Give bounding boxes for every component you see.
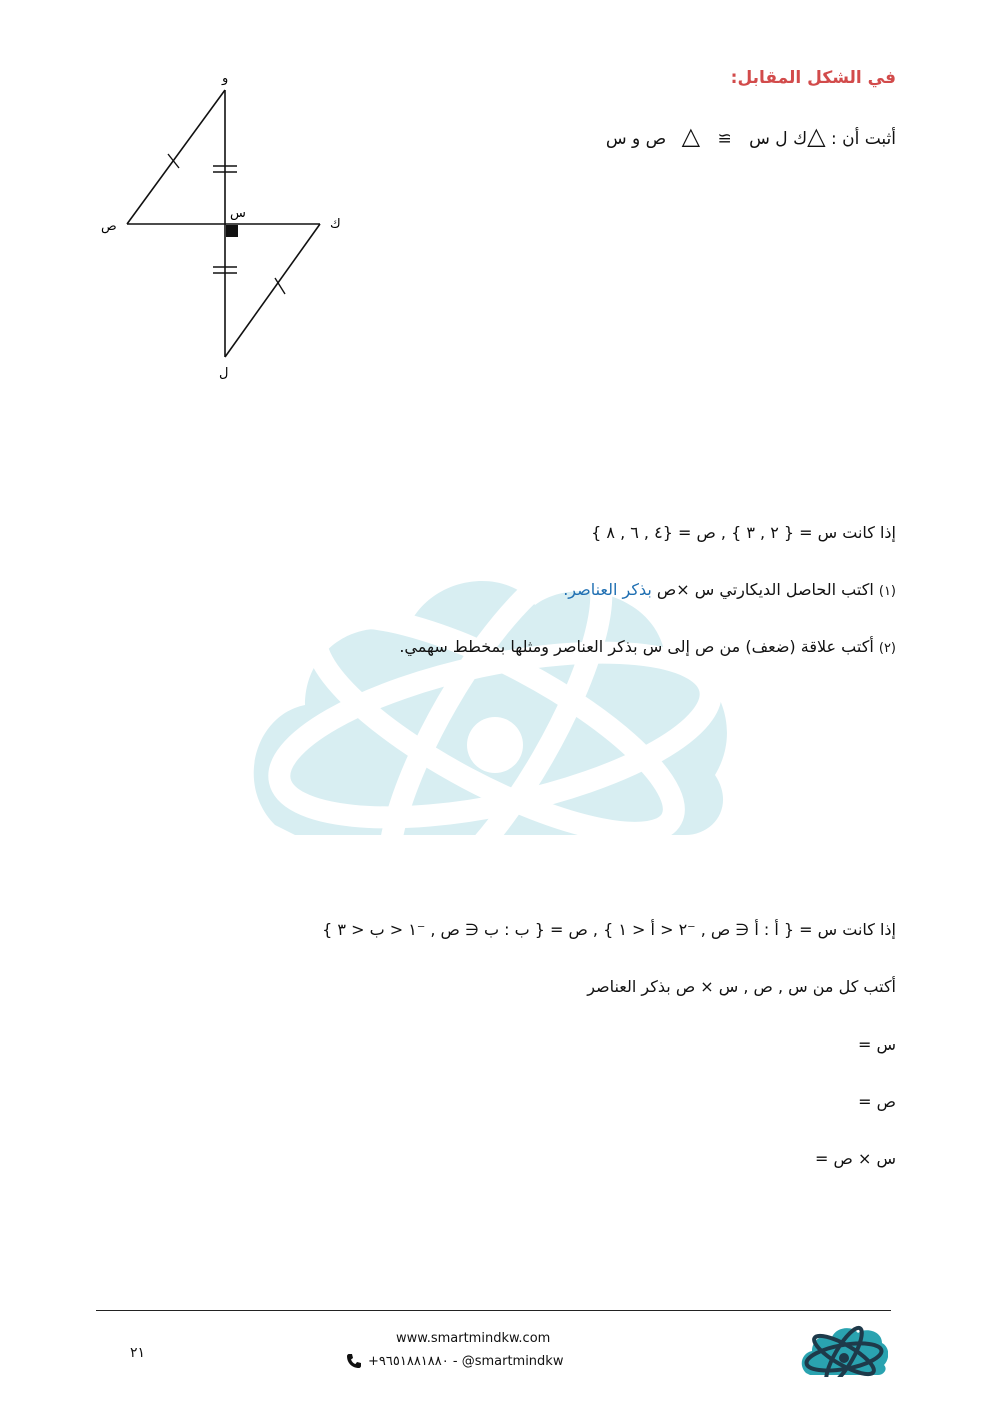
footer-divider [96,1310,891,1311]
q3-answer-product: س × ص = [815,1149,896,1168]
q3-instruction: أكتب كل من س , ص , س × ص بذكر العناصر [587,977,896,996]
page-number: ٢١ [130,1345,146,1361]
phone-icon [346,1353,362,1369]
q3-answer-sad: ص = [858,1092,896,1111]
q2-part1-text: اكتب الحاصل الديكارتي س ×ص [656,580,874,599]
label-right: ك [330,217,341,232]
q2-given: إذا كانت س = { ٢ , ٣ } , ص = {٤ , ٦ , ٨ } [591,523,896,542]
q3-answer-s: س = [857,1035,896,1054]
label-center: س [230,206,246,221]
right-angle-marker [226,225,238,237]
triangle-icon: △ [681,122,701,150]
q1-prove-label: أثبت أن : [830,129,896,149]
congruent-symbol: ≅ [717,129,732,149]
label-bottom: ل [219,366,229,381]
q3-given: إذا كانت س = { أ : أ ∈ ص , ⁻٢ < أ < ١ } , ص = { ب : ب ∈ ص , ⁻١ < ب < ٣ } [322,920,896,939]
label-left: ص [101,219,117,234]
q1-prove-statement [606,122,896,150]
q1-triangle2: ص و س [605,129,667,149]
segment-top-to-left [127,90,225,224]
q1-triangle1: ك ل س [749,129,808,149]
brand-logo [800,1325,888,1377]
q2-part1 [563,580,896,599]
q2-part2-number: (٢) [878,641,896,656]
triangle-icon: △ [807,122,826,150]
footer-website[interactable]: www.smartmindkw.com [396,1331,551,1346]
footer-contact-row [346,1353,563,1369]
q2-part2 [399,637,896,656]
segment-right-to-bottom [225,224,320,357]
q2-part1-number: (١) [878,584,896,599]
q2-part1-text-accent: بذكر العناصر. [563,580,652,599]
q2-part2-text: أكتب علاقة (ضعف) من ص إلى س بذكر العناصر ومثلها بمخطط سهمي. [399,637,874,656]
geometry-figure [95,62,355,392]
label-top: و [222,71,229,86]
footer-contact: +٩٦٥١٨٨١٨٨٠ - @smartmindkw [368,1353,564,1369]
q1-heading: في الشكل المقابل: [730,68,896,88]
